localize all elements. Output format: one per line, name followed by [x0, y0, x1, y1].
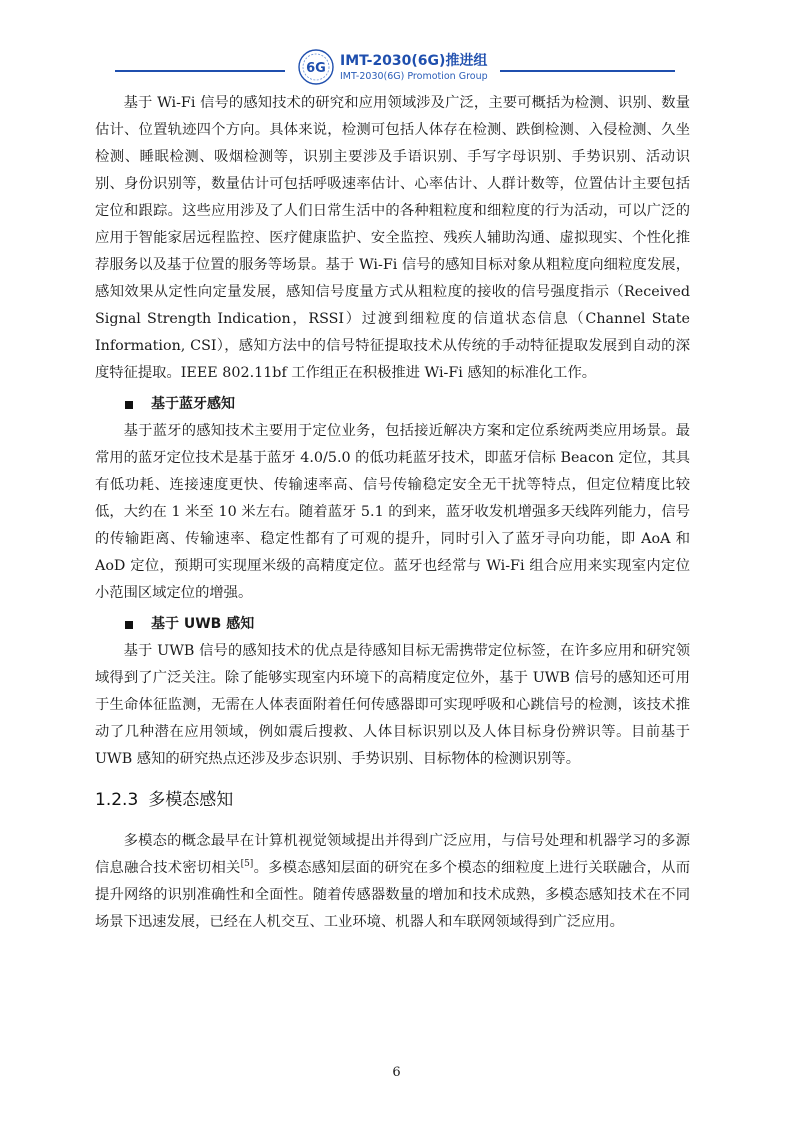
header-rule-right — [500, 70, 675, 72]
paragraph-bluetooth-sensing: 基于蓝牙的感知技术主要用于定位业务，包括接近解决方案和定位系统两类应用场景。最常用的蓝牙定位技术是基于蓝牙 4.0/5.0 的低功耗蓝牙技术，即蓝牙信标 Beacon 定位，其具有低功耗、连接速度更快、传输速率高、信号传输稳定安全无干扰等特点，但定位精度比较低，大约在 1 米至 10 米左右。随着蓝牙 5.1 的到来，蓝牙收发机增强多天线阵列能力，信号的传输距离、传输速率、稳定性都有了可观的提升，同时引入了蓝牙寻向功能，即 AoA 和 AoD 定位，预期可实现厘米级的高精度定位。蓝牙也经常与 Wi-Fi 组合应用来实现室内定位小范围区域定位的增强。 — [95, 423, 690, 601]
subheading-bluetooth-label: 基于蓝牙感知 — [151, 396, 235, 412]
section-number: 1.2.3 — [95, 790, 139, 810]
section-heading — [95, 787, 690, 814]
section-title: 多模态感知 — [148, 790, 234, 810]
org-title: IMT-2030(6G)推进组 — [340, 53, 488, 69]
page-number: 6 — [392, 1065, 401, 1080]
paragraph-multimodal-text-1: 多模态的概念最早在计算机视觉领域提出并得到广泛应用，与信号处理和机器学习的多源信息融合技术密切相关 — [95, 833, 690, 876]
logo-text: 6G — [306, 61, 326, 76]
square-bullet-icon — [125, 621, 133, 629]
page-header — [0, 0, 793, 90]
header-rule-left — [115, 70, 285, 72]
subheading-bluetooth — [125, 391, 690, 418]
citation-ref[interactable]: [5] — [240, 859, 254, 870]
org-subtitle: IMT-2030(6G) Promotion Group — [340, 71, 488, 82]
header-brand — [340, 50, 488, 82]
paragraph-uwb-sensing: 基于 UWB 信号的感知技术的优点是待感知目标无需携带定位标签，在许多应用和研究领域得到了广泛关注。除了能够实现室内环境下的高精度定位外，基于 UWB 信号的感知还可用于生命体征监测，无需在人体表面附着任何传感器即可实现呼吸和心跳信号的检测，该技术推动了几种潜在应用领域，例如震后搜救、人体目标识别以及人体目标身份辨识等。目前基于 UWB 感知的研究热点还涉及步态识别、手势识别、目标物体的检测识别等。 — [95, 643, 690, 767]
paragraph-multimodal-text-2: 。多模态感知层面的研究在多个模态的细粒度上进行关联融合，从而提升网络的识别准确性和全面性。随着传感器数量的增加和技术成熟，多模态感知技术在不同场景下迅速发展，已经在人机交互、工业环境、机器人和车联网领域得到广泛应用。 — [95, 860, 690, 930]
imt-2030-logo-icon — [297, 48, 335, 86]
subheading-uwb-label: 基于 UWB 感知 — [151, 616, 255, 632]
square-bullet-icon — [125, 401, 133, 409]
paragraph-wifi-sensing: 基于 Wi-Fi 信号的感知技术的研究和应用领域涉及广泛，主要可概括为检测、识别、数量估计、位置轨迹四个方向。具体来说，检测可包括人体存在检测、跌倒检测、入侵检测、久坐检测、睡眠检测、吸烟检测等，识别主要涉及手语识别、手写字母识别、手势识别、活动识别、身份识别等，数量估计可包括呼吸速率估计、心率估计、人群计数等，位置估计主要包括定位和跟踪。这些应用涉及了人们日常生活中的各种粗粒度和细粒度的行为活动，可以广泛的应用于智能家居远程监控、医疗健康监护、安全监控、残疾人辅助沟通、虚拟现实、个性化推荐服务以及基于位置的服务等场景。基于 Wi-Fi 信号的感知目标对象从粗粒度向细粒度发展，感知效果从定性向定量发展，感知信号度量方式从粗粒度的接收的信号强度指示（Received Signal Strength Indication，RSSI）过渡到细粒度的信道状态信息（Channel State Information, CSI），感知方法中的信号特征提取技术从传统的手动特征提取发展到自动的深度特征提取。IEEE 802.11bf 工作组正在积极推进 Wi-Fi 感知的标准化工作。 — [95, 95, 690, 381]
subheading-uwb — [125, 611, 690, 638]
paragraph-multimodal-sensing — [95, 828, 690, 936]
page-body — [95, 90, 690, 936]
